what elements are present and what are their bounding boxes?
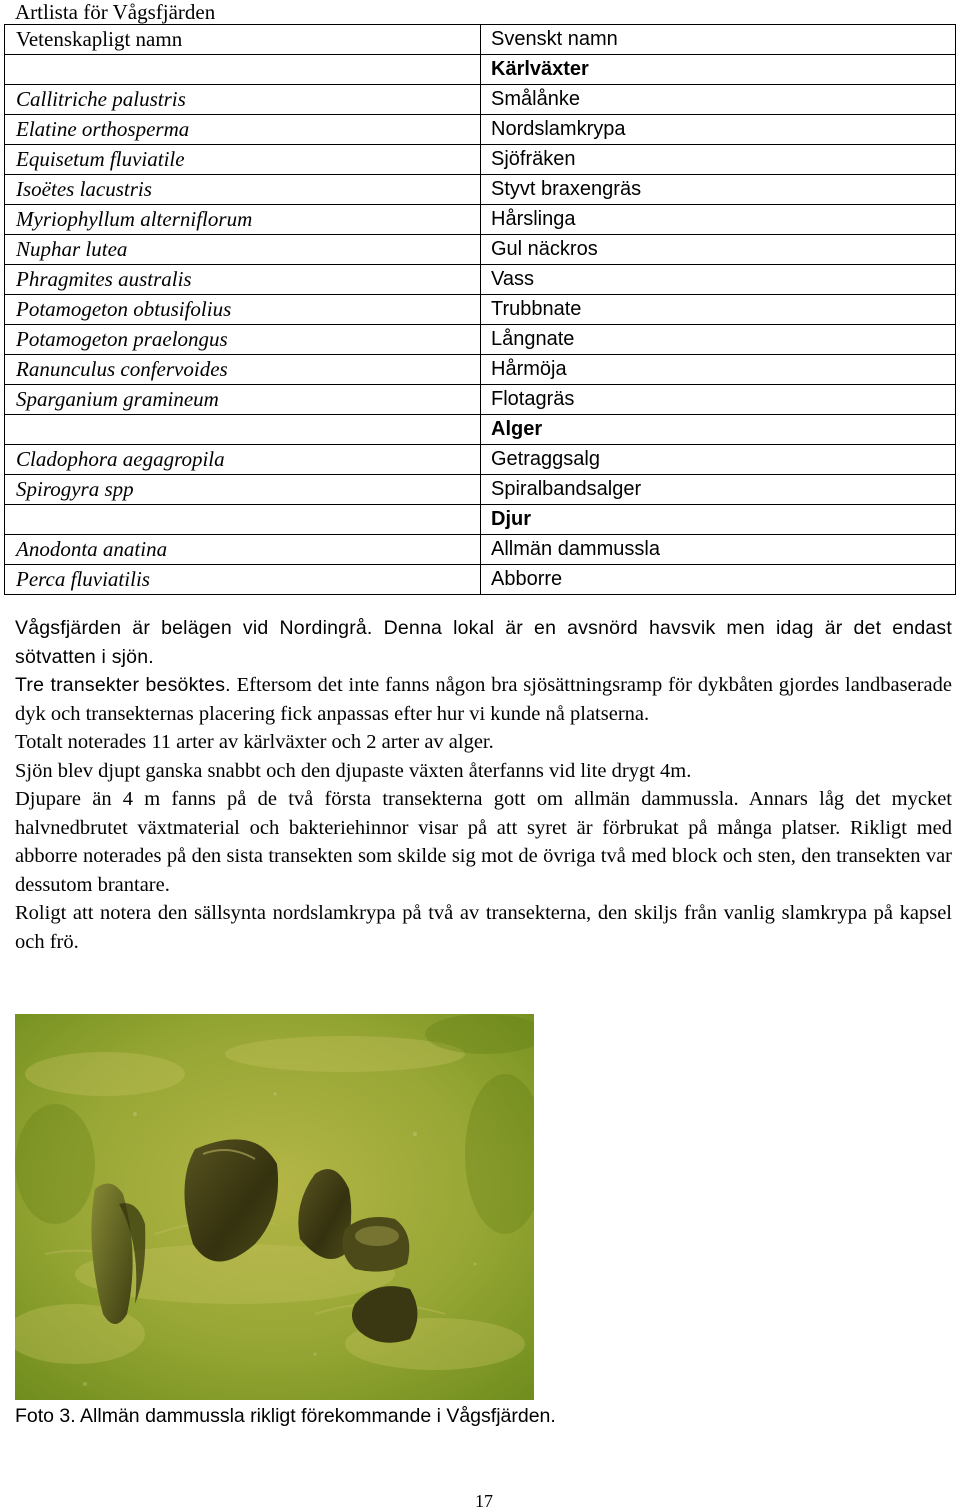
table-row [5, 265, 956, 295]
scientific-name-cell: Potamogeton obtusifolius [5, 295, 481, 325]
table-group-row [5, 505, 956, 535]
swedish-name-cell: Spiralbandsalger [481, 475, 956, 505]
table-group-row [5, 55, 956, 85]
paragraph-depth: Sjön blev djupt ganska snabbt och den djupaste växten återfanns vid lite drygt 4m. [15, 759, 692, 782]
scientific-name-cell: Ranunculus confervoides [5, 355, 481, 385]
paragraph-rare-species: Roligt att notera den sällsynta nordslamkrypa på två av transekterna, den skiljs från vanlig slamkrypa på kapsel och frö. [15, 902, 952, 953]
scientific-name-cell: Phragmites australis [5, 265, 481, 295]
swedish-name-cell: Vass [481, 265, 956, 295]
swedish-name-cell: Hårslinga [481, 205, 956, 235]
table-row [5, 535, 956, 565]
table-row [5, 355, 956, 385]
group-heading-cell: Kärlväxter [481, 55, 956, 85]
underwater-photo [15, 1014, 534, 1400]
scientific-name-cell: Myriophyllum alterniflorum [5, 205, 481, 235]
body-text [15, 614, 952, 956]
scientific-name-cell [5, 55, 481, 85]
scientific-name-cell: Spirogyra spp [5, 475, 481, 505]
swedish-name-cell: Getraggsalg [481, 445, 956, 475]
scientific-name-cell: Callitriche palustris [5, 85, 481, 115]
table-row [5, 145, 956, 175]
table-row [5, 295, 956, 325]
scientific-name-cell [5, 415, 481, 445]
scientific-name-cell [5, 505, 481, 535]
swedish-name-cell: Sjöfräken [481, 145, 956, 175]
swedish-name-cell: Smålånke [481, 85, 956, 115]
swedish-name-cell: Gul näckros [481, 235, 956, 265]
scientific-name-cell: Anodonta anatina [5, 535, 481, 565]
paragraph-transects [15, 671, 952, 728]
swedish-name-cell: Långnate [481, 325, 956, 355]
table-row [5, 565, 956, 595]
swedish-name-cell: Nordslamkrypa [481, 115, 956, 145]
scientific-name-cell: Equisetum fluviatile [5, 145, 481, 175]
swedish-name-cell: Allmän dammussla [481, 535, 956, 565]
mussel-shell-right-lower [343, 1217, 410, 1272]
scientific-name-cell: Elatine orthosperma [5, 115, 481, 145]
swedish-name-cell: Styvt braxengräs [481, 175, 956, 205]
swedish-name-cell: Hårmöja [481, 355, 956, 385]
table-group-row [5, 415, 956, 445]
swedish-name-cell: Abborre [481, 565, 956, 595]
paragraph-species-count: Totalt noterades 11 arter av kärlväxter och 2 arter av alger. [15, 731, 494, 753]
swedish-name-cell: Trubbnate [481, 295, 956, 325]
header-scientific-name: Vetenskapligt namn [5, 25, 481, 55]
table-row [5, 85, 956, 115]
page-number: 17 [475, 1491, 493, 1511]
table-row [5, 235, 956, 265]
table-row [5, 385, 956, 415]
scientific-name-cell: Perca fluviatilis [5, 565, 481, 595]
table-row [5, 445, 956, 475]
table-row [5, 205, 956, 235]
paragraph-deep-observations: Djupare än 4 m fanns på de två första transekterna gott om allmän dammussla. Annars låg det mycket halvnedbrutet växtmaterial och bakteriehinnor visar på att syret är förbrukat på många platser. Rikligt med abborre noterades på den sista transekten som skilde sig mot de övriga två med block och sten, den transekten var dessutom brantare. [15, 788, 952, 896]
paragraph-transects-lead: Tre transekter besöktes. [15, 674, 231, 696]
table-header-row [5, 25, 956, 55]
table-row [5, 475, 956, 505]
scientific-name-cell: Potamogeton praelongus [5, 325, 481, 355]
mussel-photo-illustration [15, 1014, 534, 1400]
group-heading-cell: Djur [481, 505, 956, 535]
table-row [5, 175, 956, 205]
header-swedish-name: Svenskt namn [481, 25, 956, 55]
scientific-name-cell: Cladophora aegagropila [5, 445, 481, 475]
group-heading-cell: Alger [481, 415, 956, 445]
photo-caption: Foto 3. Allmän dammussla rikligt förekommande i Vågsfjärden. [15, 1405, 556, 1427]
scientific-name-cell: Sparganium gramineum [5, 385, 481, 415]
paragraph-transects-rest: Eftersom det inte fanns någon bra sjösättningsramp för dykbåten gjordes landbaserade dyk och transekternas placering fick anpassas efter hur vi kunde nå platserna. [15, 674, 952, 725]
table-row [5, 115, 956, 145]
scientific-name-cell: Nuphar lutea [5, 235, 481, 265]
paragraph-location: Vågsfjärden är belägen vid Nordingrå. Denna lokal är en avsnörd havsvik men idag är det endast sötvatten i sjön. [15, 617, 952, 668]
scientific-name-cell: Isoëtes lacustris [5, 175, 481, 205]
document-title: Artlista för Vågsfjärden [15, 0, 216, 24]
table-row [5, 325, 956, 355]
species-table [4, 24, 956, 595]
swedish-name-cell: Flotagräs [481, 385, 956, 415]
